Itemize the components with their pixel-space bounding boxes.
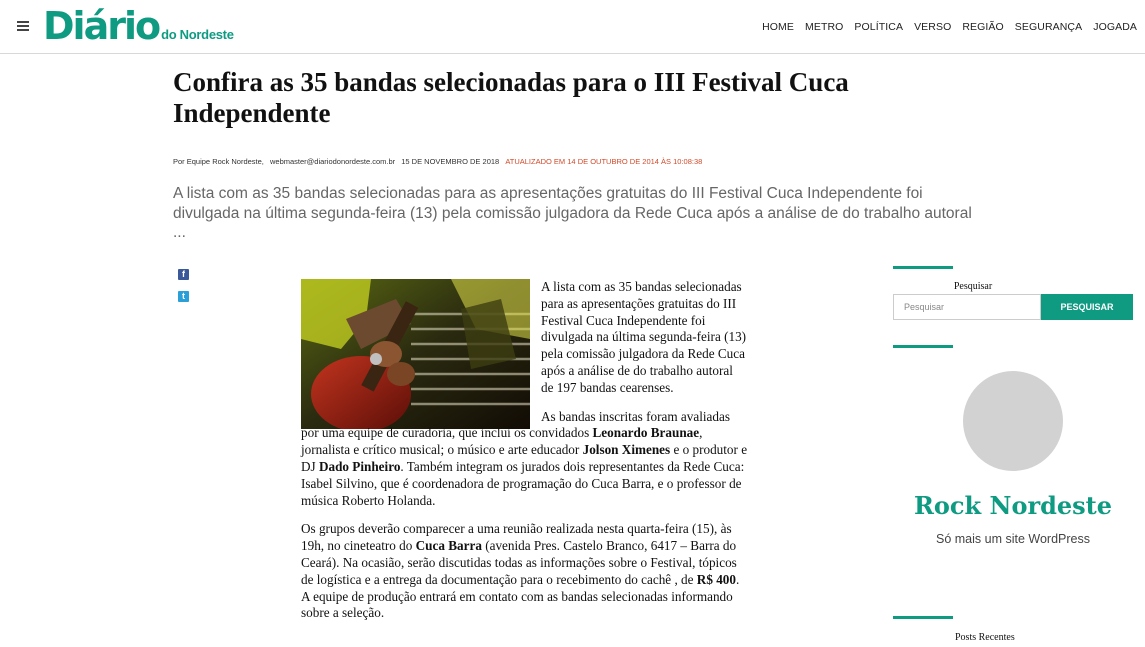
share-bar bbox=[178, 269, 189, 313]
paragraph-3: Os grupos deverão comparecer a uma reunião realizada nesta quarta-feira (15), às 19h, no cineteatro do Cuca Barra (avenida Pres. Castelo Branco, 6417 – Barra do Ceará). Na ocasião, serão discutidas todas as informações sobre o Festival, tópicos de logística e a entrega da documentação para o recebimento do cachê , de R$ 400. A equipe de produção entrará em contato com as bandas selecionadas informando sobre a seleção. bbox=[301, 521, 740, 621]
nav-politica[interactable]: POLÍTICA bbox=[854, 21, 904, 33]
byline-email[interactable]: webmaster@diariodonordeste.com.br bbox=[269, 157, 396, 166]
recent-posts-label: Posts Recentes bbox=[955, 632, 1015, 643]
paragraph-1: A lista com as 35 bandas selecionadas para as apresentações gratuitas do III Festival Cuca Independente foi divulgada na última segunda-feira (13) pela comissão julgadora da Rede Cuca após a análise de do trabalho autoral de 197 bandas cearenses. bbox=[541, 279, 747, 395]
byline-date: 15 DE NOVEMBRO DE 2018 bbox=[401, 157, 500, 166]
search-label: Pesquisar bbox=[953, 281, 993, 292]
article-lead: A lista com as 35 bandas selecionadas para as apresentações gratuitas do III Festival Cuca Independente foi divulgada na última segunda-feira (13) pela comissão julgadora da Rede Cuca após a análise de do trabalho autoral ... bbox=[173, 185, 972, 241]
nav-verso[interactable]: VERSO bbox=[914, 21, 952, 33]
byline-author[interactable]: Por Equipe Rock Nordeste, bbox=[173, 157, 264, 166]
search-form bbox=[893, 294, 1133, 320]
nav-home[interactable]: HOME bbox=[762, 21, 794, 33]
article-title: Confira as 35 bandas selecionadas para o III Festival Cuca Independente bbox=[173, 67, 849, 128]
logo-main-text: Diário bbox=[43, 4, 160, 48]
byline bbox=[173, 157, 702, 166]
facebook-icon[interactable]: f bbox=[178, 269, 189, 280]
nav-regiao[interactable]: REGIÃO bbox=[962, 21, 1004, 33]
byline-updated: ATUALIZADO EM 14 DE OUTUBRO DE 2014 ÀS 10:08:38 bbox=[505, 157, 703, 166]
twitter-icon[interactable]: t bbox=[178, 291, 189, 302]
main-nav bbox=[762, 21, 1137, 33]
site-name[interactable]: Rock Nordeste bbox=[913, 491, 1113, 520]
nav-jogada[interactable]: JOGADA bbox=[1093, 21, 1137, 33]
nav-seguranca[interactable]: SEGURANÇA bbox=[1014, 21, 1083, 33]
section-divider bbox=[893, 616, 953, 619]
section-divider bbox=[893, 266, 953, 269]
sidebar bbox=[893, 266, 1133, 546]
site-logo[interactable] bbox=[43, 4, 234, 48]
search-button[interactable]: PESQUISAR bbox=[1041, 294, 1133, 320]
nav-metro[interactable]: METRO bbox=[805, 21, 844, 33]
site-tagline: Só mais um site WordPress bbox=[936, 532, 1090, 546]
section-divider bbox=[893, 345, 953, 348]
site-header bbox=[0, 0, 1145, 54]
menu-icon[interactable] bbox=[17, 21, 29, 31]
paragraph-2: As bandas inscritas foram avaliadas por uma equipe de curadoria, que inclui os convidados Leonardo Braunae, jornalista e crítico musical; o músico e arte educador Jolson Ximenes e o produtor e DJ Dado Pinheiro. Também integram os jurados dois representantes da Rede Cuca: Isabel Silvino, que é coordenadora de programação do Cuca Barra, e o professor de música Roberto Holanda. bbox=[301, 408, 748, 508]
article-body bbox=[301, 279, 748, 634]
logo-sub-text: do Nordeste bbox=[161, 27, 234, 42]
search-input[interactable] bbox=[893, 294, 1041, 320]
avatar bbox=[963, 371, 1063, 471]
